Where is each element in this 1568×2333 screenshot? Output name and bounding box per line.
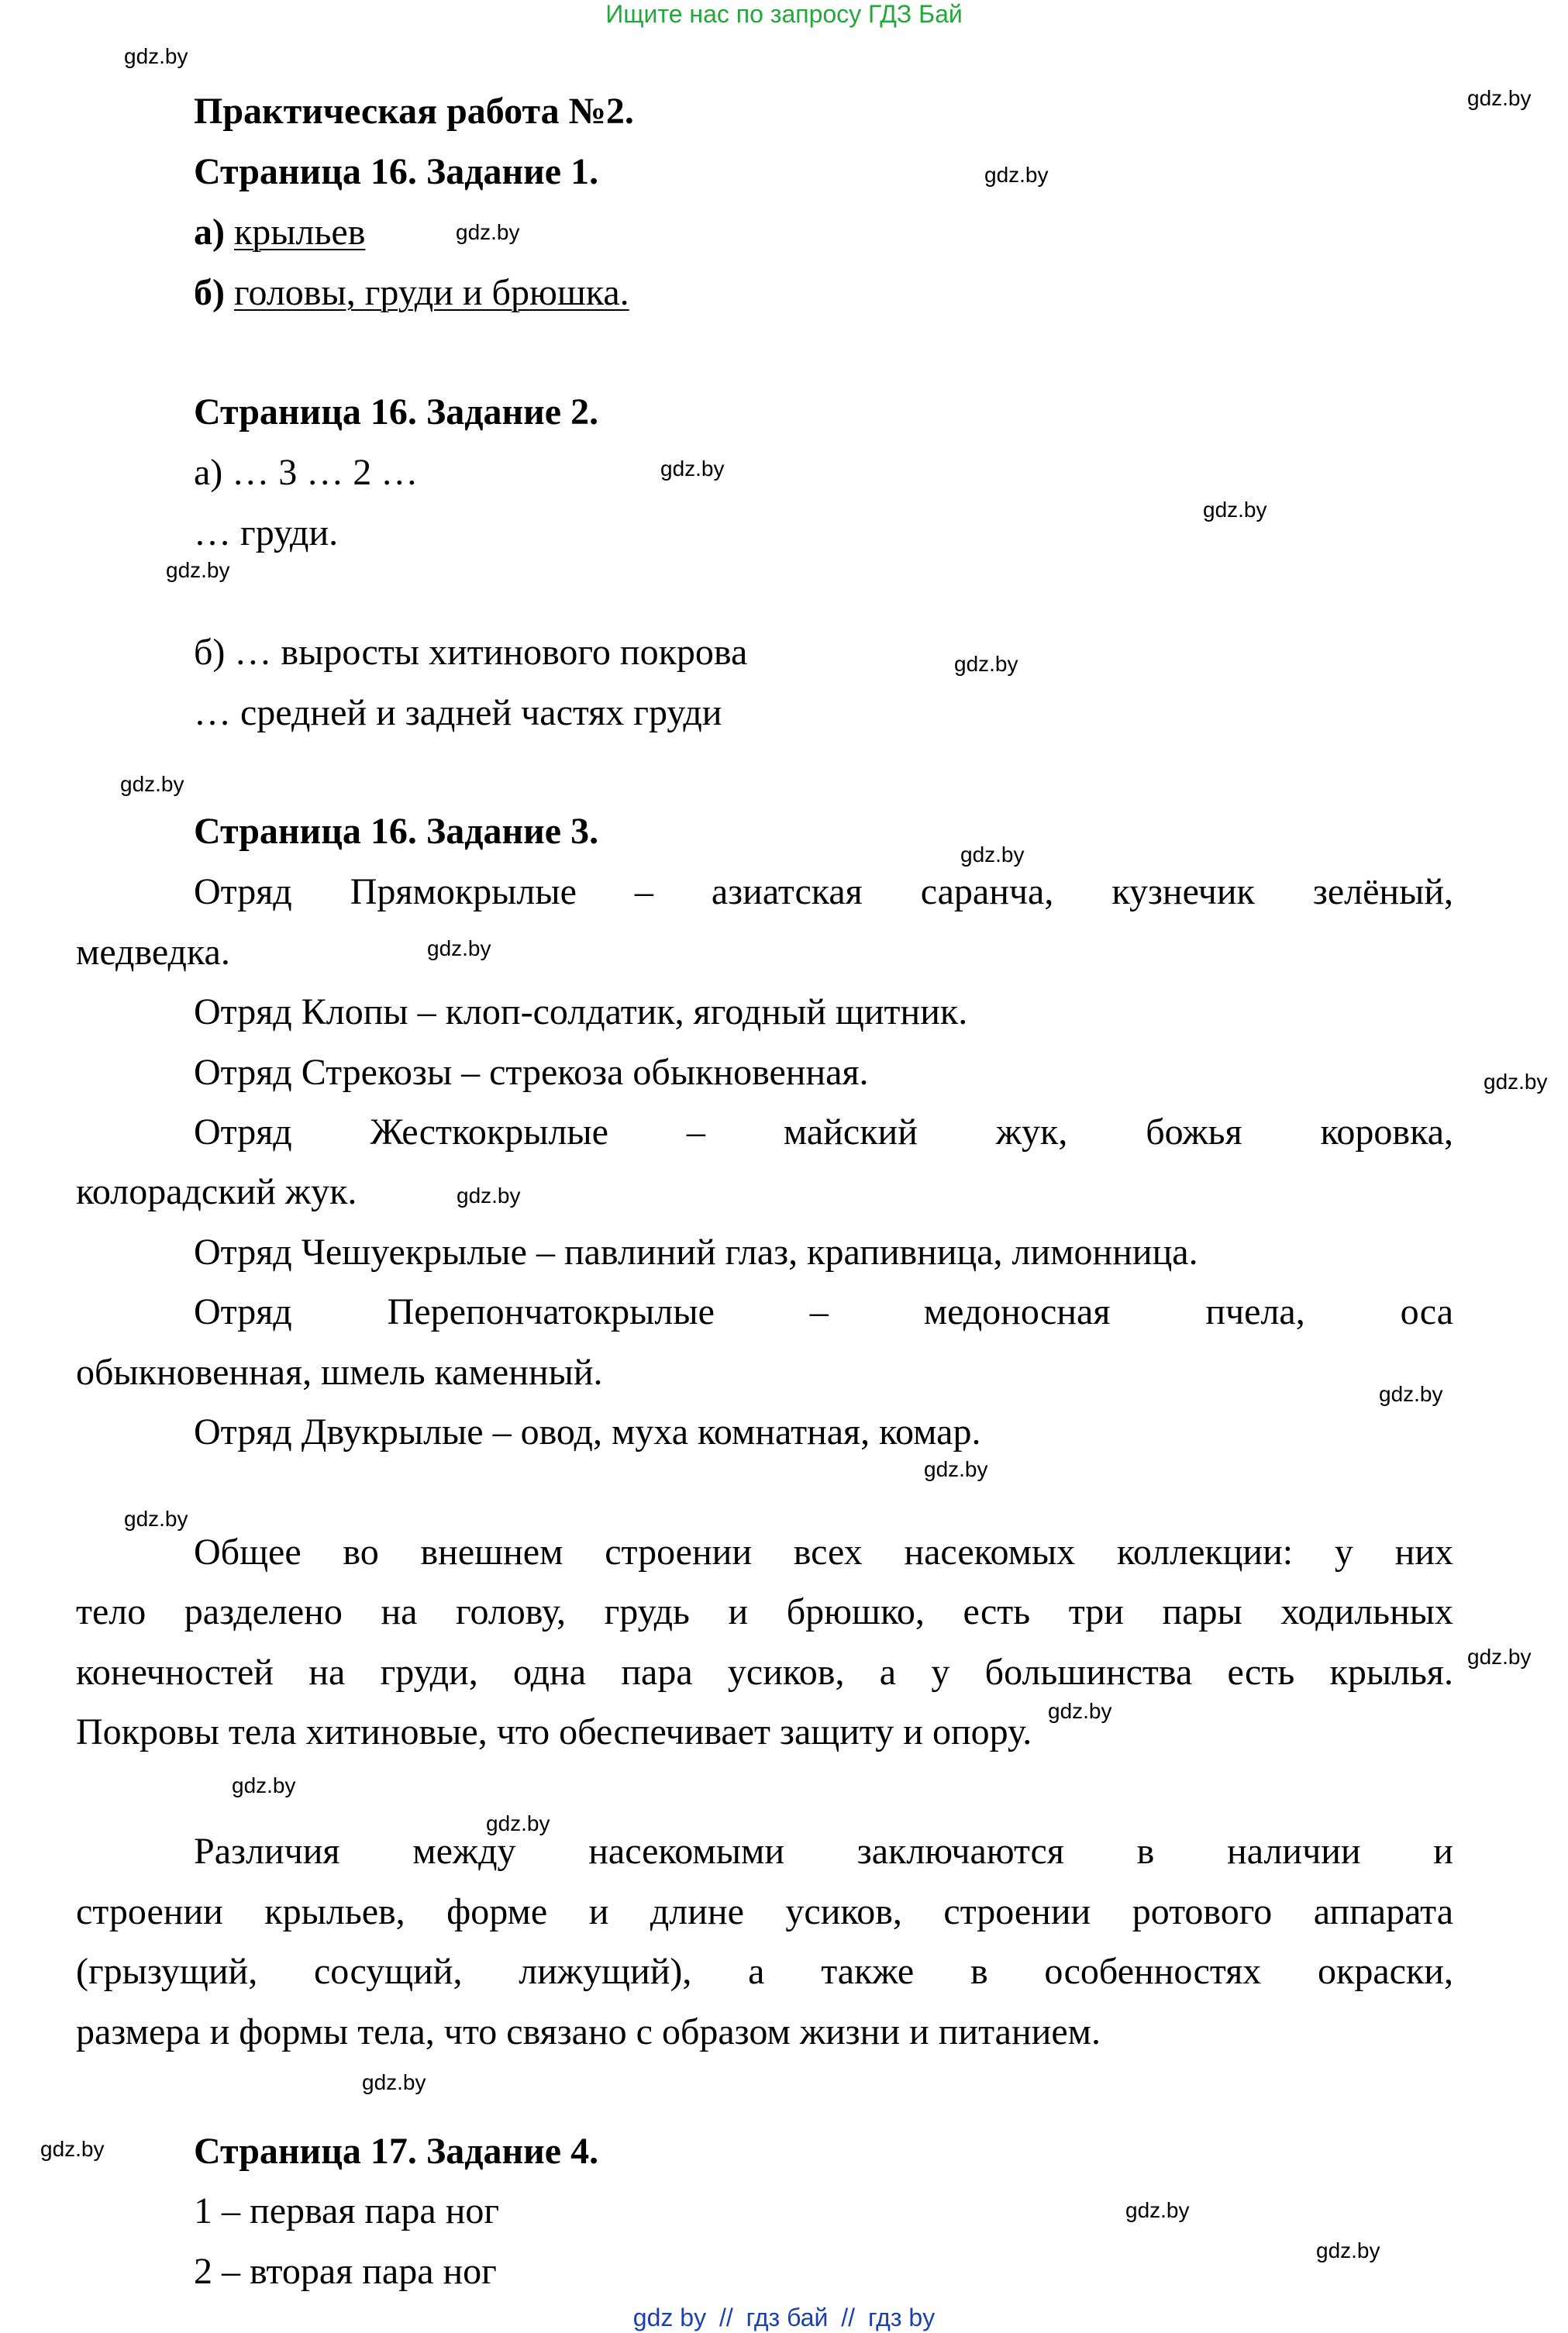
coleoptera-line-1: Отряд Жесткокрылые – майский жук, божья коровка, — [194, 1111, 1453, 1153]
watermark: gdz.by — [486, 1811, 550, 1835]
task4-item-2: 2 – вторая пара ног — [194, 2251, 497, 2292]
watermark: gdz.by — [1379, 1382, 1443, 1406]
task4-heading: Страница 17. Задание 4. — [194, 2131, 599, 2172]
watermark: gdz.by — [1484, 1070, 1548, 1094]
watermark: gdz.by — [1125, 2198, 1190, 2222]
watermark: gdz.by — [1048, 1699, 1112, 1723]
common-features-line-3: конечностей на груди, одна пара усиков, а у большинства есть крылья. — [76, 1652, 1453, 1693]
watermark: gdz.by — [1316, 2238, 1380, 2262]
orthoptera-line-2: медведка. — [76, 932, 230, 973]
watermark: gdz.by — [362, 2070, 426, 2094]
watermark: gdz.by — [232, 1773, 296, 1797]
hemiptera-line: Отряд Клопы – клоп-солдатик, ягодный щитник. — [194, 991, 968, 1032]
watermark: gdz.by — [456, 220, 520, 244]
page-title: Практическая работа №2. — [194, 91, 634, 132]
differences-line-2: строении крыльев, форме и длине усиков, строении ротового аппарата — [76, 1891, 1453, 1932]
task1-b-text: головы, груди и брюшка. — [233, 272, 629, 313]
task1-heading: Страница 16. Задание 1. — [194, 151, 599, 192]
bottom-banner-link-gdz-bai[interactable]: гдз бай — [746, 2304, 829, 2331]
task2-line-a1: а) … 3 … 2 … — [194, 452, 419, 493]
orthoptera-line-1: Отряд Прямокрылые – азиатская саранча, кузнечик зелёный, — [194, 871, 1453, 912]
watermark: gdz.by — [457, 1184, 521, 1208]
watermark: gdz.by — [924, 1457, 988, 1481]
task3-heading: Страница 16. Задание 3. — [194, 811, 599, 852]
watermark: gdz.by — [1467, 1645, 1532, 1669]
watermark: gdz.by — [124, 1507, 188, 1531]
watermark: gdz.by — [1467, 86, 1532, 110]
common-features-line-1: Общее во внешнем строении всех насекомых коллекции: у них — [194, 1532, 1453, 1573]
bottom-banner-separator: // — [719, 2304, 733, 2331]
task2-line-b1: б) … выросты хитинового покрова — [194, 632, 748, 673]
watermark: gdz.by — [960, 843, 1025, 867]
watermark: gdz.by — [954, 652, 1018, 676]
task1-answer-b — [194, 270, 629, 316]
bottom-banner-link-gdz-by[interactable]: gdz by — [632, 2304, 707, 2331]
watermark: gdz.by — [166, 558, 230, 582]
differences-line-1: Различия между насекомыми заключаются в наличии и — [194, 1831, 1453, 1872]
watermark: gdz.by — [1203, 498, 1267, 522]
task1-a-label: а) — [194, 212, 225, 253]
bottom-banner — [0, 2304, 1568, 2331]
task2-heading: Страница 16. Задание 2. — [194, 391, 599, 432]
hymenoptera-line-1: Отряд Перепончатокрылые – медоносная пчела, оса — [194, 1291, 1453, 1332]
diptera-line: Отряд Двукрылые – овод, муха комнатная, комар. — [194, 1411, 981, 1453]
task1-b-label: б) — [194, 272, 225, 313]
watermark: gdz.by — [660, 457, 725, 481]
lepidoptera-line: Отряд Чешуекрылые – павлиний глаз, крапивница, лимонница. — [194, 1232, 1198, 1273]
watermark: gdz.by — [40, 2137, 105, 2161]
watermark: gdz.by — [984, 163, 1049, 187]
hymenoptera-line-2: обыкновенная, шмель каменный. — [76, 1352, 603, 1393]
differences-line-3: (грызущий, сосущий, лижущий), а также в особенностях окраски, — [76, 1951, 1453, 1992]
task1-a-text: крыльев — [233, 212, 366, 253]
odonata-line: Отряд Стрекозы – стрекоза обыкновенная. — [194, 1052, 869, 1093]
task2-line-a2: … груди. — [194, 512, 339, 553]
top-banner: Ищите нас по запросу ГДЗ Бай — [605, 0, 963, 28]
task1-answer-a — [194, 209, 365, 256]
watermark: gdz.by — [124, 44, 188, 68]
common-features-line-4: Покровы тела хитиновые, что обеспечивает защиту и опору. — [76, 1711, 1032, 1752]
coleoptera-line-2: колорадский жук. — [76, 1171, 357, 1212]
task4-item-1: 1 – первая пара ног — [194, 2190, 500, 2231]
bottom-banner-separator: // — [841, 2304, 856, 2331]
watermark: gdz.by — [120, 772, 184, 796]
task2-line-b2: … средней и задней частях груди — [194, 692, 722, 733]
watermark: gdz.by — [427, 936, 491, 960]
common-features-line-2: тело разделено на голову, грудь и брюшко, есть три пары ходильных — [76, 1591, 1453, 1632]
bottom-banner-link-gdz-by-ru[interactable]: гдз by — [867, 2304, 936, 2331]
differences-line-4: размера и формы тела, что связано с образом жизни и питанием. — [76, 2011, 1101, 2052]
